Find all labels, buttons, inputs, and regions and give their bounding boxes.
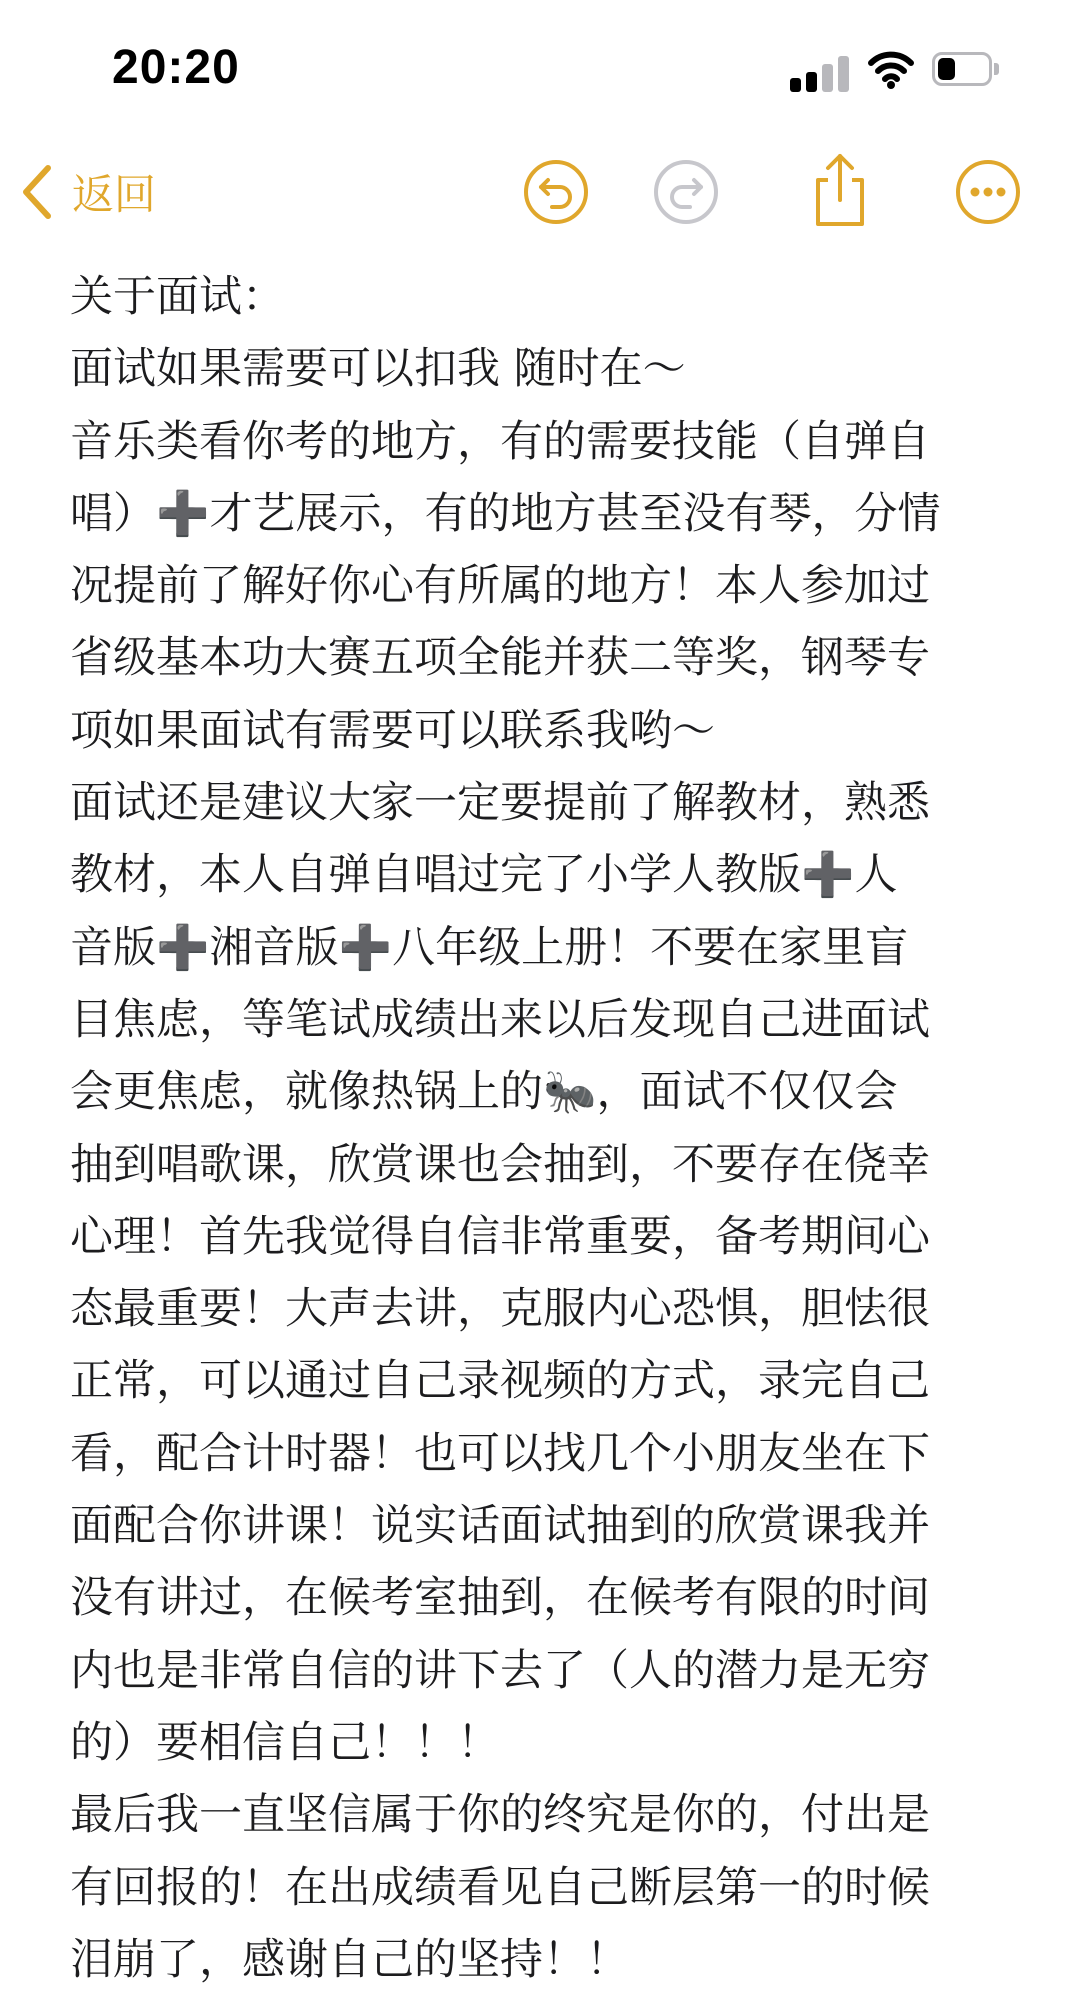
- note-paragraph: 音乐类看你考的地方，有的需要技能（自弹自 唱）➕才艺展示，有的地方甚至没有琴，分情 况提前了解好你心有所属的地方！本人参加过 省级基本功大赛五项全能并获二等奖，钢琴专 项如果面试有需要可以联系我哟～: [70, 416, 941, 756]
- back-label: 返回: [72, 171, 157, 218]
- more-button[interactable]: [954, 158, 1022, 226]
- navigation-bar: [0, 140, 1080, 240]
- note-paragraph: 关于面试：: [70, 272, 285, 322]
- note-paragraph: 面试还是建议大家一定要提前了解教材，熟悉 教材，本人自弹自唱过完了小学人教版➕人 音版➕湘音版➕八年级上册！不要在家里盲 目焦虑，等笔试成绩出来以后发现自己进面试 会更焦虑，就像热锅上的🐜，面试不仅仅会 抽到唱歌课，欣赏课也会抽到，不要存在侥幸 心理！首先我觉得自信非常重要，备考期间心 态最重要！大声去讲，克服内心恐惧，胆怯很 正常，可以通过自己录视频的方式，录完自己 看，配合计时器！也可以找几个小朋友坐在下 面配合你讲课！说实话面试抽到的欣赏课我并 没有讲过，在候考室抽到，在候考有限的时间 内也是非常自信的讲下去了（人的潜力是无穷 的）要相信自己！！！: [70, 778, 930, 1768]
- wifi-icon: [868, 48, 914, 90]
- share-button[interactable]: [806, 150, 874, 230]
- battery-icon: [932, 52, 1002, 88]
- status-time: 20:20: [112, 41, 240, 94]
- cellular-signal-icon: [790, 54, 852, 92]
- redo-icon: [652, 158, 720, 226]
- note-paragraph: 面试如果需要可以扣我 随时在～: [70, 344, 686, 395]
- chevron-left-icon: [20, 164, 54, 220]
- undo-button[interactable]: [522, 158, 590, 226]
- redo-button[interactable]: [652, 158, 720, 226]
- note-paragraph: 最后我一直坚信属于你的终究是你的，付出是 有回报的！在出成绩看见自己断层第一的时候 泪崩了，感谢自己的坚持！！: [70, 1790, 930, 1985]
- more-icon: [954, 158, 1022, 226]
- undo-icon: [522, 158, 590, 226]
- status-bar: [0, 0, 1080, 130]
- back-button[interactable]: [20, 162, 156, 222]
- note-body[interactable]: [70, 261, 1020, 1996]
- share-icon: [806, 150, 874, 230]
